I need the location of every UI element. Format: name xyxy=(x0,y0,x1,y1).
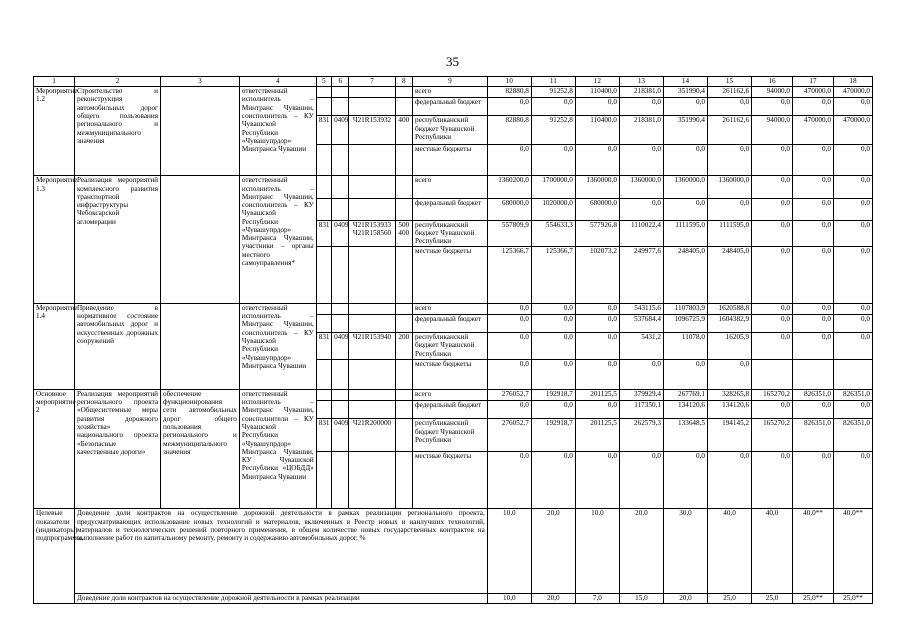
amount-cell: 0,0 xyxy=(575,314,619,332)
code-cell xyxy=(316,451,331,509)
amount-cell: 0,0 xyxy=(752,198,793,220)
column-number: 5 xyxy=(316,77,331,87)
amount-cell: 110400,0 xyxy=(575,116,619,144)
code-cell xyxy=(349,359,395,389)
code-cell xyxy=(332,98,349,116)
amount-cell: 0,0 xyxy=(575,144,619,175)
measure-indicator xyxy=(161,87,240,176)
code-cell xyxy=(349,247,395,304)
amount-cell: 351990,4 xyxy=(663,87,707,98)
measure-executor: ответственный исполнитель – Минтранс Чувашии, соисполнитель – КУ Чувашской Республики «Чувашупрдор» Минтранса Чувашии xyxy=(239,87,316,176)
target-value: 10,0 xyxy=(487,594,531,604)
amount-cell: 0,0 xyxy=(752,451,793,509)
code-grbs: 831 xyxy=(316,220,331,246)
amount-cell: 165270,2 xyxy=(752,389,793,400)
column-number: 18 xyxy=(833,77,872,87)
column-number: 12 xyxy=(575,77,619,87)
amount-cell: 0,0 xyxy=(752,333,793,359)
amount-cell: 0,0 xyxy=(531,314,575,332)
amount-cell: 0,0 xyxy=(487,333,531,359)
code-rzpr: 0409 xyxy=(332,116,349,144)
amount-cell: 0,0 xyxy=(663,144,707,175)
amount-cell: 0,0 xyxy=(487,98,531,116)
amount-cell: 0,0 xyxy=(833,176,872,198)
amount-cell: 0,0 xyxy=(708,198,752,220)
funding-source: республиканский бюджет Чувашской Республики xyxy=(412,333,487,359)
amount-cell: 261162,6 xyxy=(708,87,752,98)
target-value: 20,0 xyxy=(663,594,707,604)
code-cell xyxy=(395,303,412,314)
amount-cell: 0,0 xyxy=(531,401,575,419)
amount-cell: 826351,0 xyxy=(833,419,872,451)
amount-cell: 0,0 xyxy=(833,220,872,246)
amount-cell: 192918,7 xyxy=(531,419,575,451)
amount-cell: 165270,2 xyxy=(752,419,793,451)
column-number: 10 xyxy=(487,77,531,87)
amount-cell: 0,0 xyxy=(487,451,531,509)
target-value: 40,0** xyxy=(793,509,834,594)
code-cell xyxy=(395,314,412,332)
code-vr: 400 xyxy=(395,116,412,144)
amount-cell: 0,0 xyxy=(833,303,872,314)
code-cell xyxy=(316,389,331,400)
code-cell xyxy=(316,359,331,389)
column-number: 1 xyxy=(34,77,75,87)
amount-cell: 1360000,0 xyxy=(619,176,663,198)
target-value: 40,0 xyxy=(708,509,752,594)
amount-cell: 0,0 xyxy=(793,176,834,198)
target-value: 15,0 xyxy=(619,594,663,604)
amount-cell: 0,0 xyxy=(708,359,752,389)
code-rzpr: 0409 xyxy=(332,419,349,451)
amount-cell: 351990,4 xyxy=(663,116,707,144)
column-number: 7 xyxy=(349,77,395,87)
amount-cell: 0,0 xyxy=(793,303,834,314)
amount-cell: 470000,0 xyxy=(833,116,872,144)
financing-table xyxy=(33,76,873,604)
amount-cell: 194145,2 xyxy=(708,419,752,451)
code-rzpr: 0409 xyxy=(332,220,349,246)
amount-cell: 82880,8 xyxy=(487,87,531,98)
funding-source: федеральный бюджет xyxy=(412,314,487,332)
amount-cell: 1700000,0 xyxy=(531,176,575,198)
amount-cell: 102073,2 xyxy=(575,247,619,304)
amount-cell: 554633,3 xyxy=(531,220,575,246)
amount-cell: 1360200,0 xyxy=(487,176,531,198)
amount-cell: 0,0 xyxy=(531,451,575,509)
measure-indicator xyxy=(161,176,240,304)
header-row xyxy=(34,77,873,87)
code-cell xyxy=(395,144,412,175)
amount-cell: 201125,5 xyxy=(575,419,619,451)
code-cell xyxy=(316,314,331,332)
amount-cell: 328265,8 xyxy=(708,389,752,400)
amount-cell: 0,0 xyxy=(663,451,707,509)
target-row xyxy=(34,509,873,594)
code-cell xyxy=(395,176,412,198)
amount-cell: 0,0 xyxy=(619,359,663,389)
code-cell xyxy=(349,98,395,116)
amount-cell: 0,0 xyxy=(619,198,663,220)
code-cell xyxy=(349,87,395,98)
amount-cell: 577926,8 xyxy=(575,220,619,246)
code-cell xyxy=(332,176,349,198)
amount-cell: 0,0 xyxy=(575,98,619,116)
column-number: 9 xyxy=(412,77,487,87)
code-cell xyxy=(395,87,412,98)
code-cell xyxy=(332,303,349,314)
amount-cell: 0,0 xyxy=(575,401,619,419)
code-vr: 200 xyxy=(395,333,412,359)
amount-cell: 267769,1 xyxy=(663,389,707,400)
column-number: 6 xyxy=(332,77,349,87)
amount-cell: 0,0 xyxy=(793,220,834,246)
amount-cell: 1110022,4 xyxy=(619,220,663,246)
code-cell xyxy=(349,451,395,509)
target-text: Доведение доли контрактов на осуществление дорожной деятельности в рамках реализации xyxy=(74,594,487,604)
funding-source: республиканский бюджет Чувашской Республики xyxy=(412,220,487,246)
code-cell xyxy=(332,359,349,389)
amount-cell: 1604382,9 xyxy=(708,314,752,332)
amount-cell: 680000,0 xyxy=(575,198,619,220)
code-vr xyxy=(395,419,412,451)
amount-cell: 1111595,0 xyxy=(708,220,752,246)
code-cell xyxy=(316,98,331,116)
code-csr: Ч21R153940 xyxy=(349,333,395,359)
amount-cell: 82880,8 xyxy=(487,116,531,144)
code-rzpr: 0409 xyxy=(332,333,349,359)
amount-cell: 134120,6 xyxy=(663,401,707,419)
amount-cell: 1107803,9 xyxy=(663,303,707,314)
amount-cell: 276052,7 xyxy=(487,419,531,451)
amount-cell: 0,0 xyxy=(619,144,663,175)
amount-cell: 0,0 xyxy=(663,359,707,389)
amount-cell xyxy=(833,359,872,389)
column-number: 8 xyxy=(395,77,412,87)
amount-cell: 125366,7 xyxy=(487,247,531,304)
code-cell xyxy=(332,314,349,332)
code-cell xyxy=(395,247,412,304)
code-cell xyxy=(349,144,395,175)
amount-cell: 0,0 xyxy=(793,144,834,175)
target-value: 20,0 xyxy=(619,509,663,594)
code-cell xyxy=(316,401,331,419)
amount-cell: 0,0 xyxy=(619,98,663,116)
column-number: 4 xyxy=(239,77,316,87)
code-cell xyxy=(395,98,412,116)
measure-id: Основное мероприятие 2 xyxy=(34,389,75,509)
amount-cell: 0,0 xyxy=(531,144,575,175)
amount-cell: 1111595,0 xyxy=(663,220,707,246)
target-value: 20,0 xyxy=(531,594,575,604)
funding-source: всего xyxy=(412,303,487,314)
amount-cell: 133648,5 xyxy=(663,419,707,451)
amount-cell xyxy=(793,359,834,389)
funding-source: местные бюджеты xyxy=(412,359,487,389)
column-number: 3 xyxy=(161,77,240,87)
amount-cell: 0,0 xyxy=(752,401,793,419)
amount-cell: 0,0 xyxy=(663,98,707,116)
amount-cell: 826351,0 xyxy=(793,389,834,400)
amount-cell: 218381,0 xyxy=(619,116,663,144)
code-cell xyxy=(332,198,349,220)
column-number: 16 xyxy=(752,77,793,87)
measure-name: Реализация мероприятий регионального проекта «Общесистемные меры развития дорожного хозяйства» национального проекта «Безопасные качественные дороги» xyxy=(74,389,160,509)
amount-cell: 0,0 xyxy=(793,451,834,509)
code-cell xyxy=(316,198,331,220)
amount-cell: 0,0 xyxy=(487,144,531,175)
measure-indicator: обеспечение функционирования сети автомобильных дорог общего пользования регионального и межмуниципального значения xyxy=(161,389,240,509)
funding-source: всего xyxy=(412,87,487,98)
amount-cell: 94000,0 xyxy=(752,87,793,98)
code-cell xyxy=(395,389,412,400)
amount-cell: 16205,9 xyxy=(708,333,752,359)
measure-name: Реализация мероприятий комплексного развития транспортной инфраструктуры Чебоксарской агломерации xyxy=(74,176,160,304)
code-cell xyxy=(332,144,349,175)
table-row xyxy=(34,389,873,400)
measure-executor: ответственный исполнитель – Минтранс Чувашии, соисполнитель – КУ Чувашской Республики «Чувашупрдор» Минтранса Чувашии, участники – органы местного самоуправления* xyxy=(239,176,316,304)
table-row xyxy=(34,87,873,98)
code-cell xyxy=(332,401,349,419)
amount-cell: 0,0 xyxy=(752,247,793,304)
code-cell xyxy=(316,247,331,304)
column-number: 17 xyxy=(793,77,834,87)
amount-cell: 826351,0 xyxy=(833,389,872,400)
amount-cell: 1620588,8 xyxy=(708,303,752,314)
amount-cell: 680000,0 xyxy=(487,198,531,220)
target-value: 25,0** xyxy=(833,594,872,604)
amount-cell: 0,0 xyxy=(833,98,872,116)
amount-cell: 91252,8 xyxy=(531,87,575,98)
amount-cell: 0,0 xyxy=(793,247,834,304)
funding-source: всего xyxy=(412,176,487,198)
amount-cell: 0,0 xyxy=(752,98,793,116)
amount-cell: 125366,7 xyxy=(531,247,575,304)
amount-cell: 826351,0 xyxy=(793,419,834,451)
code-cell xyxy=(332,247,349,304)
amount-cell: 110400,0 xyxy=(575,87,619,98)
amount-cell: 134120,6 xyxy=(708,401,752,419)
amount-cell: 0,0 xyxy=(793,314,834,332)
amount-cell: 379929,4 xyxy=(619,389,663,400)
column-number: 14 xyxy=(663,77,707,87)
amount-cell: 5431,2 xyxy=(619,333,663,359)
code-csr: Ч21R153933 Ч21R158560 xyxy=(349,220,395,246)
amount-cell: 0,0 xyxy=(531,98,575,116)
amount-cell: 1020000,0 xyxy=(531,198,575,220)
amount-cell: 0,0 xyxy=(487,314,531,332)
funding-source: республиканский бюджет Чувашской Республики xyxy=(412,116,487,144)
code-cell xyxy=(316,87,331,98)
amount-cell: 0,0 xyxy=(575,333,619,359)
amount-cell: 537684,4 xyxy=(619,314,663,332)
target-value: 10,0 xyxy=(575,509,619,594)
target-value: 25,0 xyxy=(752,594,793,604)
code-cell xyxy=(332,389,349,400)
code-cell xyxy=(349,401,395,419)
amount-cell: 0,0 xyxy=(833,401,872,419)
amount-cell xyxy=(752,359,793,389)
amount-cell: 1360000,0 xyxy=(663,176,707,198)
amount-cell: 0,0 xyxy=(793,401,834,419)
target-value: 25,0** xyxy=(793,594,834,604)
column-number: 2 xyxy=(74,77,160,87)
amount-cell: 0,0 xyxy=(708,98,752,116)
amount-cell: 0,0 xyxy=(575,359,619,389)
targets-label: Целевые показатели (индикаторы) подпрограммы, xyxy=(34,509,75,604)
amount-cell: 249977,6 xyxy=(619,247,663,304)
amount-cell: 470000,0 xyxy=(793,116,834,144)
funding-source: местные бюджеты xyxy=(412,144,487,175)
amount-cell: 0,0 xyxy=(752,314,793,332)
amount-cell: 470000,0 xyxy=(793,87,834,98)
code-cell xyxy=(395,401,412,419)
code-grbs: 831 xyxy=(316,116,331,144)
amount-cell: 0,0 xyxy=(708,451,752,509)
funding-source: местные бюджеты xyxy=(412,247,487,304)
amount-cell: 0,0 xyxy=(487,401,531,419)
page-number: 35 xyxy=(446,54,459,69)
column-number: 15 xyxy=(708,77,752,87)
amount-cell: 0,0 xyxy=(752,220,793,246)
funding-source: федеральный бюджет xyxy=(412,98,487,116)
code-cell xyxy=(349,389,395,400)
target-value: 10,0 xyxy=(487,509,531,594)
code-cell xyxy=(349,176,395,198)
code-grbs: 831 xyxy=(316,419,331,451)
code-csr: Ч21R200000 xyxy=(349,419,395,451)
measure-executor: ответственный исполнитель – Минтранс Чувашии, соисполнитель – КУ Чувашской Республики «Чувашупрдор» Минтранса Чувашии xyxy=(239,303,316,389)
code-cell xyxy=(332,451,349,509)
amount-cell: 0,0 xyxy=(708,144,752,175)
amount-cell: 0,0 xyxy=(833,247,872,304)
amount-cell: 0,0 xyxy=(793,98,834,116)
funding-source: республиканский бюджет Чувашской Республики xyxy=(412,419,487,451)
code-csr: Ч21R153932 xyxy=(349,116,395,144)
amount-cell: 557809,9 xyxy=(487,220,531,246)
target-value: 20,0 xyxy=(531,509,575,594)
amount-cell: 0,0 xyxy=(575,451,619,509)
target-text: Доведение доли контрактов на осуществление дорожной деятельности в рамках реализации регионального проекта, предусматривающих использование новых технологий и материалов, включенных в Реестр новых и наилучших технологий, материалов и технологических решений повторного применения, в общем количестве новых государственных контрактов на выполнение работ по капитальному ремонту, ремонту и содержанию автомобильных дорог, % xyxy=(74,509,487,594)
amount-cell: 0,0 xyxy=(663,198,707,220)
amount-cell: 0,0 xyxy=(575,303,619,314)
amount-cell: 543115,6 xyxy=(619,303,663,314)
measure-executor: ответственный исполнитель – Минтранс Чувашии, соисполнители – КУ Чувашской Республики «Чувашупрдор» Минтранса Чувашии, КУ Чувашской Республики «ЦОБДД» Минтранса Чувашии xyxy=(239,389,316,509)
column-number: 11 xyxy=(531,77,575,87)
target-row xyxy=(34,594,873,604)
amount-cell: 1360000,0 xyxy=(708,176,752,198)
funding-source: всего xyxy=(412,389,487,400)
amount-cell: 117350,1 xyxy=(619,401,663,419)
amount-cell: 0,0 xyxy=(793,333,834,359)
amount-cell: 1096725,9 xyxy=(663,314,707,332)
target-value: 30,0 xyxy=(663,509,707,594)
measure-id: Мероприятие 1.2 xyxy=(34,87,75,176)
amount-cell: 0,0 xyxy=(531,359,575,389)
column-number: 13 xyxy=(619,77,663,87)
code-cell xyxy=(316,176,331,198)
table-row xyxy=(34,303,873,314)
funding-source: федеральный бюджет xyxy=(412,198,487,220)
table-row xyxy=(34,176,873,198)
code-grbs: 831 xyxy=(316,333,331,359)
amount-cell: 0,0 xyxy=(752,303,793,314)
amount-cell: 276052,7 xyxy=(487,389,531,400)
amount-cell: 248405,0 xyxy=(708,247,752,304)
measure-id: Мероприятие 1.4 xyxy=(34,303,75,389)
amount-cell: 0,0 xyxy=(531,303,575,314)
code-cell xyxy=(316,303,331,314)
amount-cell: 0,0 xyxy=(487,359,531,389)
target-value: 40,0 xyxy=(752,509,793,594)
code-cell xyxy=(316,144,331,175)
amount-cell: 201125,5 xyxy=(575,389,619,400)
code-cell xyxy=(395,451,412,509)
amount-cell: 11078,0 xyxy=(663,333,707,359)
amount-cell: 218381,0 xyxy=(619,87,663,98)
amount-cell: 1360000,0 xyxy=(575,176,619,198)
funding-source: федеральный бюджет xyxy=(412,401,487,419)
measure-id: Мероприятие 1.3 xyxy=(34,176,75,304)
amount-cell: 94000,0 xyxy=(752,116,793,144)
amount-cell: 0,0 xyxy=(487,303,531,314)
amount-cell: 0,0 xyxy=(833,198,872,220)
code-cell xyxy=(395,359,412,389)
amount-cell: 0,0 xyxy=(752,176,793,198)
amount-cell: 91252,8 xyxy=(531,116,575,144)
amount-cell: 0,0 xyxy=(833,144,872,175)
amount-cell: 0,0 xyxy=(531,333,575,359)
code-cell xyxy=(395,198,412,220)
measure-name: Строительство и реконструкция автомобильных дорог общего пользования регионального и межмуниципального значения xyxy=(74,87,160,176)
amount-cell: 261162,6 xyxy=(708,116,752,144)
amount-cell: 0,0 xyxy=(833,451,872,509)
amount-cell: 0,0 xyxy=(833,314,872,332)
amount-cell: 192918,7 xyxy=(531,389,575,400)
target-value: 40,0** xyxy=(833,509,872,594)
target-value: 25,0 xyxy=(708,594,752,604)
measure-name: Приведение в нормативное состояние автомобильных дорог и искусственных дорожных сооружений xyxy=(74,303,160,389)
amount-cell: 0,0 xyxy=(793,198,834,220)
amount-cell: 470000,0 xyxy=(833,87,872,98)
code-cell xyxy=(349,314,395,332)
code-cell xyxy=(349,303,395,314)
code-cell xyxy=(332,87,349,98)
measure-indicator xyxy=(161,303,240,389)
amount-cell: 0,0 xyxy=(833,333,872,359)
amount-cell: 0,0 xyxy=(752,144,793,175)
amount-cell: 248405,0 xyxy=(663,247,707,304)
target-value: 7,0 xyxy=(575,594,619,604)
code-vr: 500 400 xyxy=(395,220,412,246)
code-cell xyxy=(349,198,395,220)
funding-source: местные бюджеты xyxy=(412,451,487,509)
amount-cell: 262579,3 xyxy=(619,419,663,451)
amount-cell: 0,0 xyxy=(619,451,663,509)
